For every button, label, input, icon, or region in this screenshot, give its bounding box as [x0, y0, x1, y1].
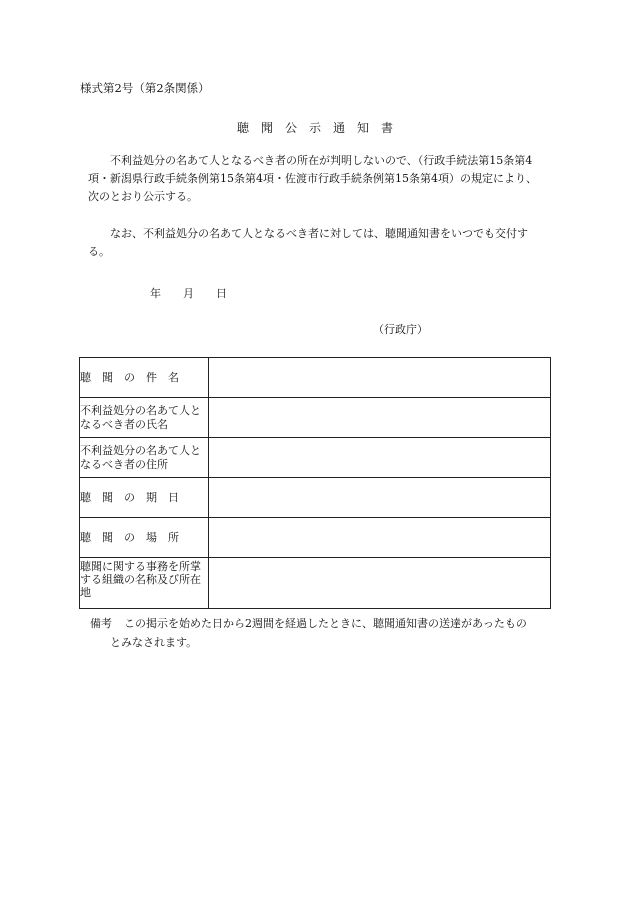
remarks-label: 備考 — [90, 617, 112, 630]
form-number: 様式第2号（第2条関係） — [80, 81, 210, 95]
table-row — [80, 358, 551, 398]
row-label: 不利益処分の名あて人と なるべき者の氏名 — [80, 398, 209, 438]
administrative-authority: （行政庁） — [373, 323, 428, 336]
row-value[interactable] — [209, 358, 551, 398]
hearing-info-table — [79, 357, 551, 609]
table-row — [80, 478, 551, 518]
paragraph-line: 項・新潟県行政手続条例第15条第4項・佐渡市行政手続条例第15条第4項）の規定により、 — [88, 172, 537, 185]
row-label: 聴 聞 の 件 名 — [80, 358, 209, 398]
paragraph-line: る。 — [88, 245, 110, 258]
row-label: 聴 聞 の 期 日 — [80, 478, 209, 518]
remarks-text: この掲示を始めた日から2週間を経過したときに、聴聞通知書の送達があったもの — [124, 617, 527, 630]
table-row — [80, 398, 551, 438]
row-label: 不利益処分の名あて人と なるべき者の住所 — [80, 438, 209, 478]
table-row — [80, 518, 551, 558]
table-row — [80, 438, 551, 478]
paragraph-line: 次のとおり公示する。 — [88, 190, 198, 203]
row-value[interactable] — [209, 518, 551, 558]
row-value[interactable] — [209, 558, 551, 609]
row-label: 聴聞に関する事務を所掌 する組織の名称及び所在 地 — [80, 558, 209, 609]
paragraph-line: なお、不利益処分の名あて人となるべき者に対しては、聴聞通知書をいつでも交付す — [88, 227, 528, 240]
paragraph-line: 不利益処分の名あて人となるべき者の所在が判明しないので、（行政手続法第15条第4 — [88, 154, 533, 167]
row-label: 聴 聞 の 場 所 — [80, 518, 209, 558]
table-row — [80, 558, 551, 609]
date-line: 年 月 日 — [150, 287, 227, 300]
row-value[interactable] — [209, 438, 551, 478]
row-value[interactable] — [209, 478, 551, 518]
remarks-text-continued: とみなされます。 — [110, 636, 198, 649]
notice-paragraph — [88, 152, 558, 206]
delivery-paragraph — [88, 225, 558, 261]
row-value[interactable] — [209, 398, 551, 438]
document-title: 聴 聞 公 示 通 知 書 — [236, 121, 393, 135]
